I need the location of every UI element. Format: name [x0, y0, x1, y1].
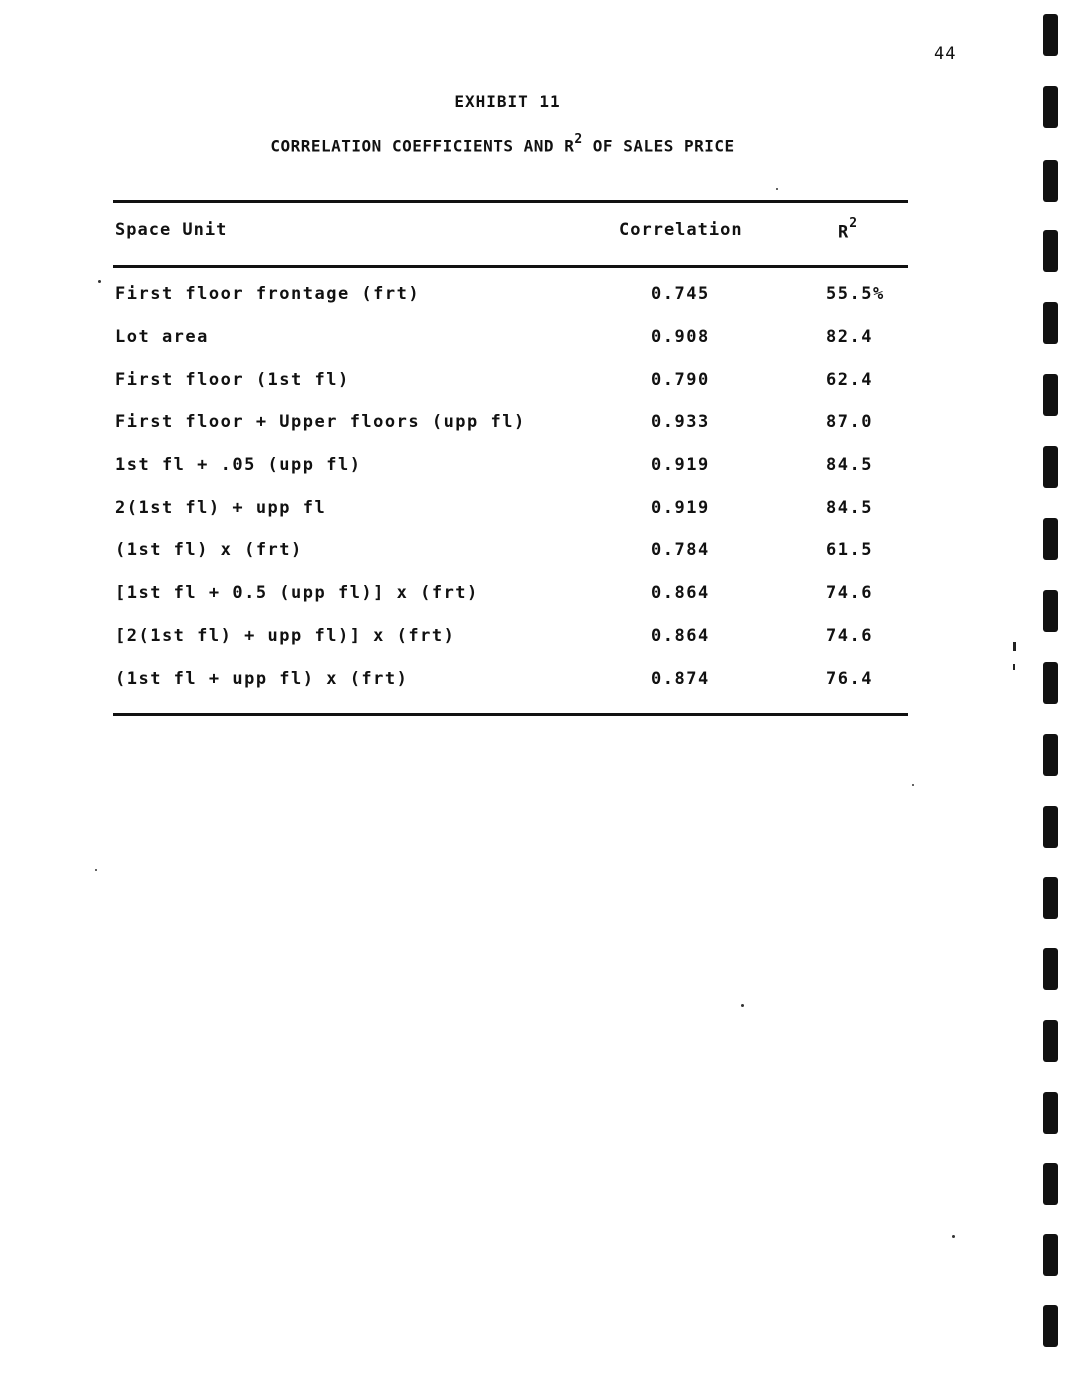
table-header-rule [113, 265, 908, 268]
correlation-cell: 0.790 [651, 370, 710, 390]
scan-speck [95, 869, 97, 871]
space-unit-cell: Lot area [115, 327, 209, 347]
r-squared-cell: 87.0 [826, 412, 873, 432]
binding-mark [1043, 1305, 1058, 1347]
correlation-cell: 0.933 [651, 412, 710, 432]
space-unit-cell: (1st fl) x (frt) [115, 540, 303, 560]
exhibit-title-text: CORRELATION COEFFICIENTS AND R [270, 136, 575, 156]
r-squared-cell: 62.4 [826, 370, 873, 390]
binding-mark [1043, 1092, 1058, 1134]
space-unit-cell: First floor (1st fl) [115, 370, 350, 390]
exhibit-label: EXHIBIT 11 [454, 92, 561, 111]
binding-mark [1043, 374, 1058, 416]
binding-mark [1043, 806, 1058, 848]
table-row [0, 498, 1069, 528]
r-squared-cell: 82.4 [826, 327, 873, 347]
exhibit-title-text-end: OF SALES PRICE [582, 136, 735, 156]
binding-mark [1043, 14, 1058, 56]
binding-mark [1043, 518, 1058, 560]
space-unit-cell: (1st fl + upp fl) x (frt) [115, 669, 409, 689]
space-unit-cell: First floor + Upper floors (upp fl) [115, 412, 526, 432]
correlation-cell: 0.864 [651, 583, 710, 603]
header-r-squared-base: R [838, 222, 850, 243]
correlation-cell: 0.784 [651, 540, 710, 560]
header-r-squared-superscript: 2 [849, 216, 859, 231]
binding-mark [1043, 948, 1058, 990]
binding-mark [1043, 86, 1058, 128]
correlation-cell: 0.874 [651, 669, 710, 689]
r-squared-cell: 76.4 [826, 669, 873, 689]
r-squared-cell: 74.6 [826, 626, 873, 646]
header-space-unit: Space Unit [115, 220, 228, 240]
correlation-cell: 0.745 [651, 284, 710, 304]
binding-mark [1043, 302, 1058, 344]
space-unit-cell: First floor frontage (frt) [115, 284, 421, 304]
table-row [0, 327, 1069, 357]
binding-mark [1043, 160, 1058, 202]
table-row [0, 540, 1069, 570]
correlation-cell: 0.908 [651, 327, 710, 347]
binding-mark [1043, 877, 1058, 919]
space-unit-cell: 1st fl + .05 (upp fl) [115, 455, 362, 475]
scan-tick [1013, 642, 1016, 651]
binding-mark [1043, 590, 1058, 632]
table-row [0, 455, 1069, 485]
space-unit-cell: [1st fl + 0.5 (upp fl)] x (frt) [115, 583, 479, 603]
r-squared-cell: 84.5 [826, 455, 873, 475]
r-squared-cell: 84.5 [826, 498, 873, 518]
header-r-squared [838, 216, 859, 243]
space-unit-cell: [2(1st fl) + upp fl)] x (frt) [115, 626, 456, 646]
table-row [0, 370, 1069, 400]
r-squared-cell: 55.5% [826, 284, 885, 304]
scan-speck [912, 784, 914, 786]
space-unit-cell: 2(1st fl) + upp fl [115, 498, 327, 518]
binding-mark [1043, 734, 1058, 776]
scan-speck [952, 1235, 955, 1238]
exhibit-title-superscript: 2 [574, 132, 583, 147]
table-row [0, 626, 1069, 656]
scan-tick [1013, 664, 1015, 670]
page-number: 44 [934, 44, 957, 64]
correlation-cell: 0.919 [651, 455, 710, 475]
table-row [0, 669, 1069, 699]
table-row [0, 412, 1069, 442]
header-correlation: Correlation [619, 220, 743, 240]
table-bottom-rule [113, 713, 908, 716]
scan-speck [98, 280, 101, 283]
r-squared-cell: 74.6 [826, 583, 873, 603]
scan-speck [776, 188, 778, 190]
binding-mark [1043, 1020, 1058, 1062]
scan-speck [741, 1004, 744, 1007]
table-row [0, 583, 1069, 613]
exhibit-title [0, 134, 1005, 155]
binding-mark [1043, 662, 1058, 704]
correlation-cell: 0.919 [651, 498, 710, 518]
binding-mark [1043, 230, 1058, 272]
correlation-cell: 0.864 [651, 626, 710, 646]
binding-mark [1043, 1234, 1058, 1276]
table-row [0, 284, 1069, 314]
table-top-rule [113, 200, 908, 203]
binding-mark [1043, 1163, 1058, 1205]
binding-mark [1043, 446, 1058, 488]
r-squared-cell: 61.5 [826, 540, 873, 560]
